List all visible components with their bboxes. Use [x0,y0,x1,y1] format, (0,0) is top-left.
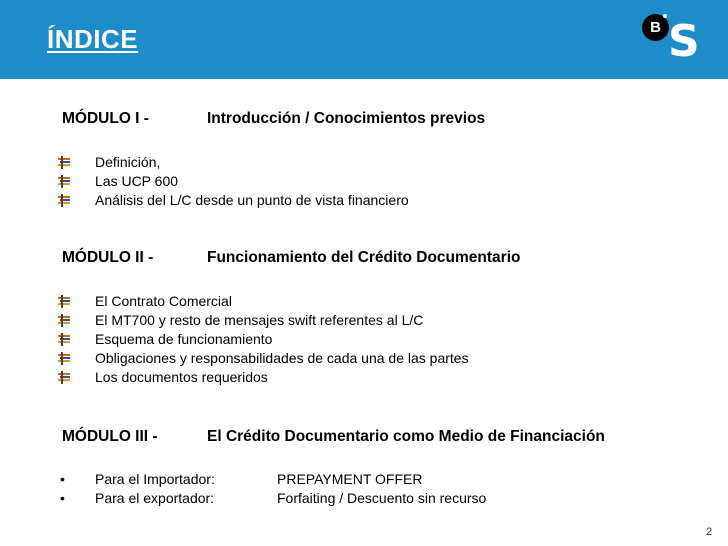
module-title: El Crédito Documentario como Medio de Financiación [207,428,605,445]
book-bullet-icon [58,352,70,365]
book-bullet-icon [58,333,70,346]
list-item-value: PREPAYMENT OFFER [277,471,423,487]
list-item [95,172,178,191]
book-bullet-icon [58,314,70,327]
book-bullet-icon [58,156,70,169]
header-bar [0,0,728,79]
book-bullet-icon [58,194,70,207]
list-item-label: Esquema de funcionamiento [95,331,273,347]
module-title: Introducción / Conocimientos previos [207,110,486,127]
logo-dot-icon [663,14,667,18]
bank-logo-b-icon: B [642,14,669,41]
list-item [95,330,272,349]
list-item-label: Para el Importador: [95,471,215,487]
list-item-label: El MT700 y resto de mensajes swift referentes al L/C [95,312,424,328]
module-number: MÓDULO II - [62,249,154,266]
book-bullet-icon [58,371,70,384]
dot-bullet: • [60,490,65,506]
list-item-value: Forfaiting / Descuento sin recurso [277,490,487,506]
list-item [60,470,423,489]
list-item [60,489,487,508]
list-item [95,191,409,210]
module-number: MÓDULO I - [62,110,149,127]
module-title: Funcionamiento del Crédito Documentario [207,249,521,266]
list-item-label: Obligaciones y responsabilidades de cada una de las partes [95,350,469,366]
book-bullet-icon [58,175,70,188]
list-item-label: El Contrato Comercial [95,293,232,309]
bank-logo-s-icon: S [668,16,700,67]
page-number: 2 [706,526,713,538]
list-item-label: Las UCP 600 [95,173,179,189]
dot-bullet: • [60,471,65,487]
list-item-label: Análisis del L/C desde un punto de vista financiero [95,192,409,208]
list-item-label: Definición, [95,154,161,170]
page-title: ÍNDICE [47,24,139,54]
module-number: MÓDULO III - [62,428,158,445]
list-item-label: Los documentos requeridos [95,369,268,385]
book-bullet-icon [58,295,70,308]
list-item-label: Para el exportador: [95,490,215,506]
list-item [95,292,232,311]
list-item [95,153,160,172]
list-item [95,368,268,387]
list-item [95,311,423,330]
list-item [95,349,469,368]
